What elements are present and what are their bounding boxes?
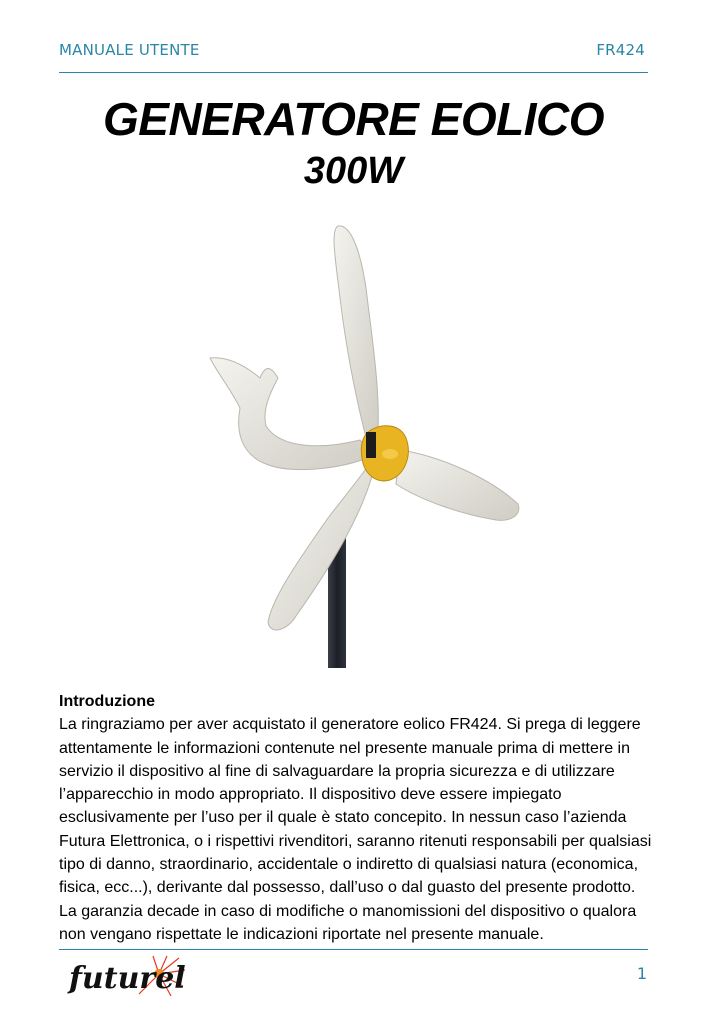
footer-divider — [59, 949, 648, 950]
wind-turbine-image — [200, 218, 530, 668]
svg-text:futurel: futurel — [69, 961, 186, 996]
header-manual-label: MANUALE UTENTE — [59, 41, 200, 59]
page-subtitle: 300W — [303, 150, 404, 192]
header-product-code: FR424 — [596, 41, 645, 59]
futurel-logo — [67, 954, 189, 1000]
introduction-body: La ringraziamo per aver acquistato il generatore eolico FR424. Si prega di leggere attentamente le informazioni contenute nel presente manuale prima di mettere in servizio il dispositivo al fine di salvaguardare la propria sicurezza e di utilizzare l’apparecchio in modo appropriato. Il dispositivo deve essere impiegato esclusivamente per l’uso per il quale è stato concepito. In nessun caso l’azienda Futura Elettronica, o i rispettivi rivenditori, saranno ritenuti responsabili per qualsiasi tipo di danno, straordinario, accidentale o indiretto di qualsiasi natura (economica, fisica, ecc...), derivante dal possesso, dall’uso o dal guasto del presente prodotto. La garanzia decade in caso di modifiche o manomissioni del dispositivo o qualora non vengano rispettate le indicazioni riportate nel presente manuale. — [59, 716, 652, 943]
introduction-section — [59, 690, 654, 946]
introduction-heading: Introduzione — [59, 693, 155, 710]
page-title: GENERATORE EOLICO — [103, 93, 604, 145]
header-divider — [59, 72, 648, 73]
page-number: 1 — [636, 964, 647, 983]
